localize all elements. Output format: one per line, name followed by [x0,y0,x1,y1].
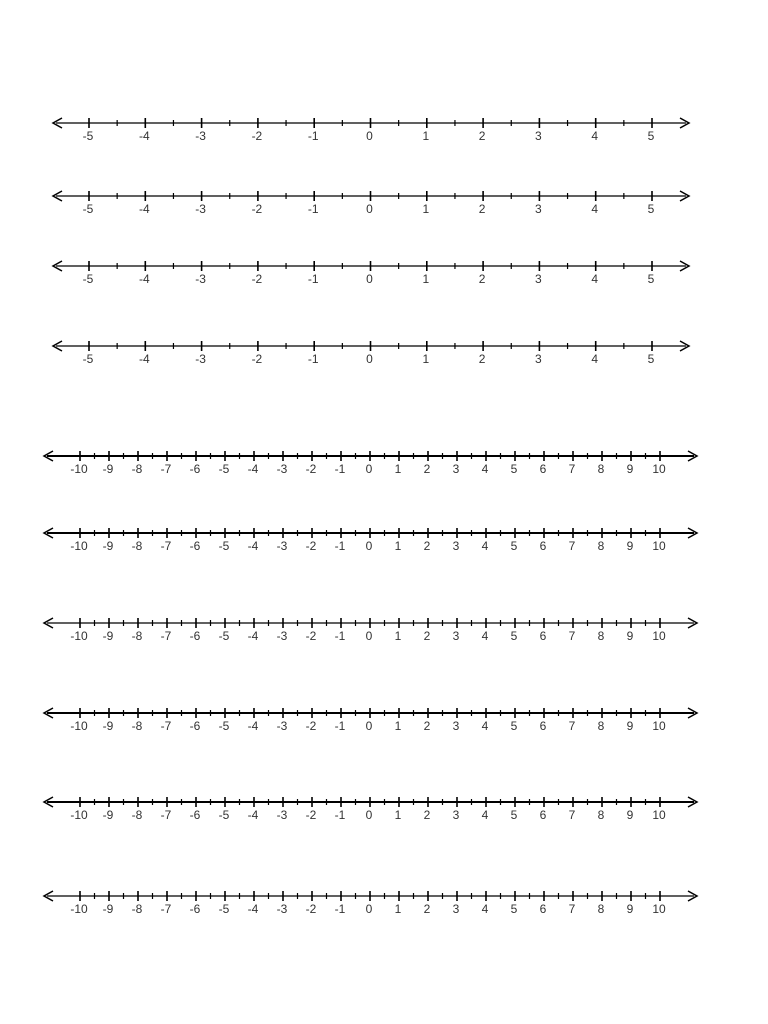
number-line [44,618,697,643]
tick-label: 0 [365,902,373,916]
tick-label: 2 [423,539,431,553]
tick-label: 0 [365,539,373,553]
tick-label: 4 [481,719,489,733]
tick-label: 1 [394,539,402,553]
tick-label: -9 [102,902,114,916]
tick-label: 3 [535,202,542,216]
tick-label: -4 [138,272,150,286]
tick-label: 10 [652,462,666,476]
tick-label: 5 [510,808,518,822]
tick-label: 1 [422,352,430,366]
tick-label: -5 [218,719,230,733]
tick-label: -6 [189,808,201,822]
tick-label: -4 [247,808,259,822]
tick-label: 1 [394,719,402,733]
tick-label: 7 [568,808,576,822]
tick-label: -7 [160,808,172,822]
number-line [44,891,697,916]
number-line [44,528,697,553]
tick-label: -5 [218,629,230,643]
tick-label: 5 [647,352,655,366]
tick-label: -1 [334,902,346,916]
tick-label: -4 [247,462,259,476]
tick-label: 1 [422,129,430,143]
tick-label: 10 [652,808,666,822]
tick-label: 6 [539,462,547,476]
tick-label: 4 [481,462,489,476]
tick-label: -2 [251,202,263,216]
tick-label: 3 [452,719,460,733]
tick-label: 9 [626,719,634,733]
tick-label: -7 [160,629,172,643]
tick-label: 5 [510,462,518,476]
tick-label: -2 [305,462,317,476]
tick-label: -8 [131,808,143,822]
tick-label: 7 [568,462,576,476]
tick-label: -3 [276,629,288,643]
tick-label: 5 [510,629,518,643]
tick-label: 2 [478,272,486,286]
tick-label: 10 [652,539,666,553]
tick-label: -8 [131,462,143,476]
tick-label: 9 [626,808,634,822]
tick-label: -1 [307,272,319,286]
tick-label: -3 [195,272,206,286]
tick-label: 6 [539,719,547,733]
tick-label: -5 [82,272,94,286]
tick-label: -6 [189,539,201,553]
tick-label: 3 [452,629,460,643]
tick-label: -5 [82,129,94,143]
tick-label: 0 [366,352,373,366]
tick-label: -2 [305,808,317,822]
tick-label: 9 [626,902,634,916]
tick-label: -2 [251,129,263,143]
tick-label: -10 [70,539,88,553]
tick-label: 2 [423,719,431,733]
tick-label: 2 [423,462,431,476]
tick-label: -2 [305,902,317,916]
tick-label: -1 [334,462,346,476]
tick-label: 9 [626,462,634,476]
tick-label: -3 [276,539,288,553]
tick-label: -6 [189,902,201,916]
tick-label: -9 [102,462,114,476]
tick-label: -4 [247,902,259,916]
tick-label: -4 [247,539,259,553]
number-line [53,261,689,286]
tick-label: -4 [247,719,259,733]
tick-label: 4 [591,202,599,216]
tick-label: -3 [195,352,206,366]
tick-label: 1 [394,902,402,916]
tick-label: 1 [422,272,430,286]
tick-label: 6 [539,539,547,553]
tick-label: -3 [276,902,288,916]
tick-label: -7 [160,902,172,916]
tick-label: 3 [535,129,542,143]
tick-label: -10 [70,462,88,476]
tick-label: -1 [307,202,319,216]
tick-label: -2 [305,629,317,643]
tick-label: 1 [422,202,430,216]
tick-label: -3 [276,808,288,822]
tick-label: 4 [481,629,489,643]
tick-label: -6 [189,629,201,643]
tick-label: 4 [481,539,489,553]
tick-label: 2 [478,202,486,216]
tick-label: -7 [160,719,172,733]
tick-label: 5 [647,272,655,286]
tick-label: -9 [102,539,114,553]
tick-label: 6 [539,808,547,822]
tick-label: 8 [597,808,605,822]
tick-label: 8 [597,902,605,916]
tick-label: 3 [452,539,460,553]
tick-label: -1 [334,808,346,822]
tick-label: 5 [510,902,518,916]
tick-label: 6 [539,629,547,643]
number-line [44,797,697,822]
tick-label: -1 [334,539,346,553]
tick-label: -3 [276,462,288,476]
tick-label: -4 [138,202,150,216]
tick-label: -1 [307,352,319,366]
tick-label: -4 [138,129,150,143]
tick-label: 7 [568,629,576,643]
tick-label: 4 [481,808,489,822]
tick-label: 1 [394,629,402,643]
tick-label: 5 [510,719,518,733]
tick-label: -6 [189,462,201,476]
tick-label: 7 [568,902,576,916]
tick-label: 3 [452,902,460,916]
tick-label: 3 [535,272,542,286]
tick-label: 4 [591,129,599,143]
number-line [53,118,689,143]
tick-label: 10 [652,629,666,643]
tick-label: -6 [189,719,201,733]
tick-label: 2 [423,629,431,643]
tick-label: -2 [251,352,263,366]
tick-label: 0 [365,629,373,643]
tick-label: 1 [394,462,402,476]
tick-label: -7 [160,539,172,553]
tick-label: 1 [394,808,402,822]
tick-label: -10 [70,629,88,643]
tick-label: -9 [102,629,114,643]
tick-label: -5 [218,462,230,476]
tick-label: 2 [423,902,431,916]
tick-label: 4 [591,272,599,286]
tick-label: 0 [366,272,373,286]
tick-label: 0 [365,808,373,822]
tick-label: 2 [423,808,431,822]
tick-label: -3 [195,129,206,143]
tick-label: -4 [247,629,259,643]
tick-label: -4 [138,352,150,366]
tick-label: 4 [591,352,599,366]
number-line [44,451,697,476]
tick-label: 3 [535,352,542,366]
tick-label: -8 [131,719,143,733]
tick-label: -9 [102,719,114,733]
tick-label: 8 [597,719,605,733]
tick-label: -7 [160,462,172,476]
tick-label: -2 [305,719,317,733]
tick-label: 9 [626,539,634,553]
tick-label: 9 [626,629,634,643]
tick-label: 7 [568,539,576,553]
tick-label: -5 [218,539,230,553]
tick-label: -2 [305,539,317,553]
tick-label: 0 [366,129,373,143]
tick-label: -5 [218,902,230,916]
number-line [53,341,689,366]
tick-label: -8 [131,629,143,643]
tick-label: 6 [539,902,547,916]
tick-label: 2 [478,352,486,366]
tick-label: -5 [82,202,94,216]
number-line [53,191,689,216]
tick-label: 0 [365,462,373,476]
tick-label: -10 [70,719,88,733]
tick-label: -3 [276,719,288,733]
tick-label: -1 [334,629,346,643]
tick-label: 4 [481,902,489,916]
tick-label: -5 [82,352,94,366]
tick-label: -1 [334,719,346,733]
tick-label: 3 [452,462,460,476]
tick-label: 8 [597,539,605,553]
tick-label: 0 [365,719,373,733]
tick-label: 2 [478,129,486,143]
tick-label: -10 [70,808,88,822]
tick-label: -3 [195,202,206,216]
tick-label: 10 [652,719,666,733]
tick-label: 5 [647,202,655,216]
tick-label: 5 [510,539,518,553]
tick-label: -2 [251,272,263,286]
tick-label: -5 [218,808,230,822]
tick-label: 8 [597,462,605,476]
tick-label: 0 [366,202,373,216]
tick-label: -10 [70,902,88,916]
tick-label: -8 [131,539,143,553]
tick-label: 7 [568,719,576,733]
tick-label: 8 [597,629,605,643]
tick-label: 3 [452,808,460,822]
tick-label: -9 [102,808,114,822]
tick-label: -8 [131,902,143,916]
number-line [44,708,697,733]
tick-label: 10 [652,902,666,916]
tick-label: 5 [647,129,655,143]
tick-label: -1 [307,129,319,143]
